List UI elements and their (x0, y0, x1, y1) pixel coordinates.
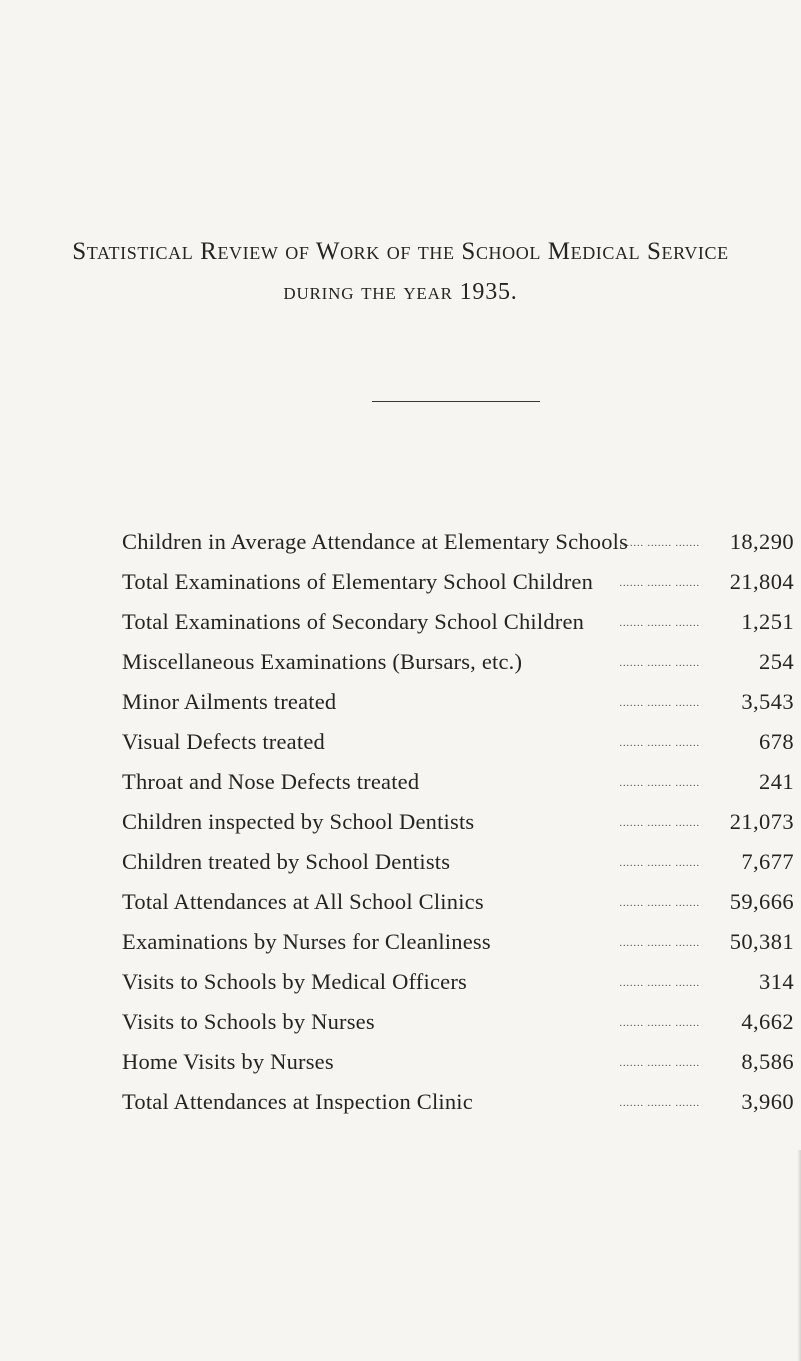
leader-dots: ....... ....... ....... (619, 818, 700, 829)
statistic-label: Miscellaneous Examinations (Bursars, etc.) (122, 649, 523, 674)
leader-dots: ....... ....... ....... (619, 1058, 700, 1069)
statistic-label: Children treated by School Dentists (122, 849, 451, 874)
statistic-row (122, 762, 794, 802)
statistic-label: Visits to Schools by Nurses (122, 1009, 375, 1034)
statistic-row (122, 802, 794, 842)
statistic-value: 1,251 (741, 609, 794, 634)
statistic-label: Total Attendances at All School Clinics (122, 889, 484, 914)
statistic-row (122, 642, 794, 682)
statistic-row (122, 522, 794, 562)
statistics-list (122, 522, 794, 1122)
statistic-row (122, 962, 794, 1002)
statistic-value: 59,666 (729, 889, 794, 914)
statistic-row (122, 1082, 794, 1122)
statistic-label: Total Attendances at Inspection Clinic (122, 1089, 473, 1114)
statistic-value: 314 (759, 969, 794, 994)
statistic-value: 7,677 (741, 849, 794, 874)
statistic-row (122, 682, 794, 722)
leader-dots: ....... ....... ....... (619, 578, 700, 589)
statistic-value: 3,960 (741, 1089, 794, 1114)
statistic-value: 21,804 (729, 569, 794, 594)
leader-dots: ....... ....... ....... (619, 538, 700, 549)
statistic-value: 21,073 (729, 809, 794, 834)
page-edge-shadow (797, 1150, 801, 1361)
statistic-label: Total Examinations of Elementary School Children (122, 569, 594, 594)
leader-dots: ....... ....... ....... (619, 978, 700, 989)
leader-dots: ....... ....... ....... (619, 938, 700, 949)
statistic-label: Home Visits by Nurses (122, 1049, 334, 1074)
leader-dots: ....... ....... ....... (619, 698, 700, 709)
leader-dots: ....... ....... ....... (619, 658, 700, 669)
statistic-label: Throat and Nose Defects treated (122, 769, 420, 794)
statistic-row (122, 882, 794, 922)
leader-dots: ....... ....... ....... (619, 738, 700, 749)
statistic-row (122, 722, 794, 762)
statistic-label: Total Examinations of Secondary School Children (122, 609, 585, 634)
page-title: Statistical Review of Work of the School Medical Service (72, 238, 729, 265)
leader-dots: ....... ....... ....... (619, 1018, 700, 1029)
statistic-label: Visits to Schools by Medical Officers (122, 969, 467, 994)
statistic-value: 678 (759, 729, 794, 754)
statistic-row (122, 562, 794, 602)
statistic-value: 4,662 (741, 1009, 794, 1034)
statistic-value: 254 (759, 649, 794, 674)
leader-dots: ....... ....... ....... (619, 898, 700, 909)
statistic-row (122, 1002, 794, 1042)
statistic-value: 241 (759, 769, 794, 794)
statistic-value: 3,543 (741, 689, 794, 714)
leader-dots: ....... ....... ....... (619, 618, 700, 629)
statistic-row (122, 842, 794, 882)
title-divider (372, 401, 540, 402)
statistic-value: 50,381 (729, 929, 794, 954)
leader-dots: ....... ....... ....... (619, 858, 700, 869)
statistic-label: Children in Average Attendance at Elementary Schools (122, 529, 629, 554)
statistic-row (122, 602, 794, 642)
statistic-value: 8,586 (741, 1049, 794, 1074)
statistic-row (122, 1042, 794, 1082)
leader-dots: ....... ....... ....... (619, 778, 700, 789)
statistic-row (122, 922, 794, 962)
statistic-label: Examinations by Nurses for Cleanliness (122, 929, 491, 954)
page-subtitle: during the year 1935. (283, 279, 518, 305)
statistic-value: 18,290 (729, 529, 794, 554)
statistic-label: Children inspected by School Dentists (122, 809, 475, 834)
statistic-label: Visual Defects treated (122, 729, 325, 754)
leader-dots: ....... ....... ....... (619, 1098, 700, 1109)
statistic-label: Minor Ailments treated (122, 689, 337, 714)
